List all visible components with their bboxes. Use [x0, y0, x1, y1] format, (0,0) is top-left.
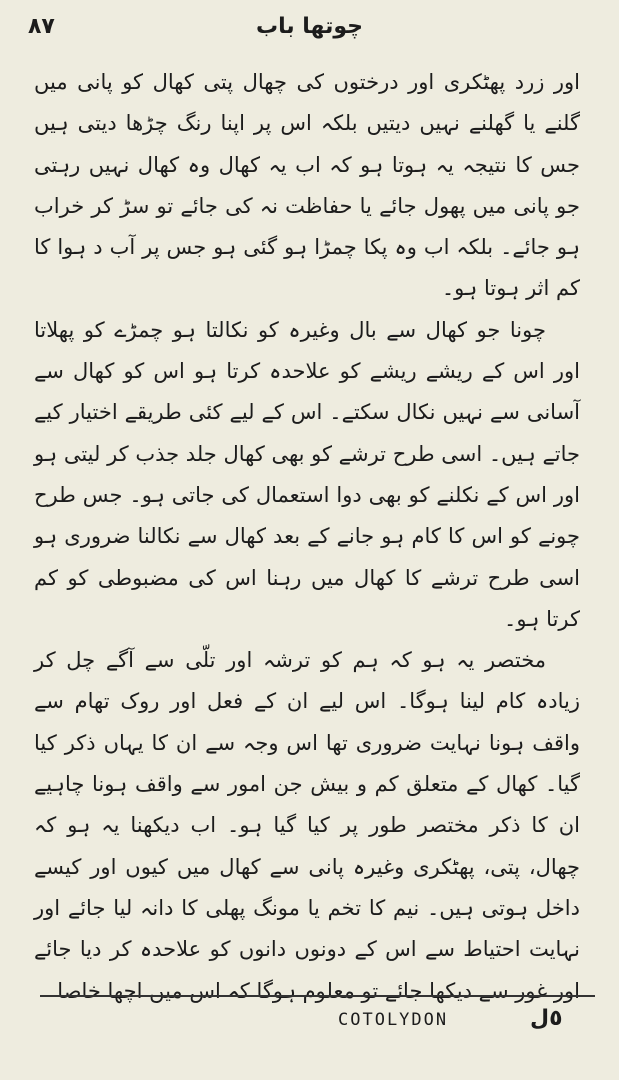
- footer-divider: [40, 995, 595, 997]
- chapter-title: چوتھا باب: [256, 14, 363, 39]
- page-number: ٨٧: [28, 14, 55, 39]
- paragraph-2: چونا جو کھال سے بال وغیرہ کو نکالتا ہو چمڑے کو پھلاتا اور اس کے ریشے ریشے کو علاحدہ کرتا ہو اس کو کھال سے آسانی سے نہیں نکال سکتے۔ اس کے لیے کئی طریقے اختیار کیے جاتے ہیں۔ اسی طرح ترشے کو بھی کھال جلد جذب کر لیتی ہو اور اس کے نکلنے کو بھی دوا استعمال کی جاتی ہو۔ جس طرح چونے کو اس کا کام ہو جانے کے بعد کھال سے نکالنا ضروری ہو اسی طرح ترشے کا کھال میں رہنا اس کی مضبوطی کو کم کرتا ہو۔: [34, 317, 580, 631]
- paragraph-3: مختصر یہ ہو کہ ہم کو ترشہ اور تلّی سے آگے چل کر زیادہ کام لینا ہوگا۔ اس لیے ان کے فعل اور روک تھام سے واقف ہونا نہایت ضروری تھا اس وجہ سے ان کا یہاں ذکر کیا گیا۔ کھال کے متعلق کم و بیش جن امور سے واقف ہونا چاہیے ان کا ذکر مختصر طور پر کیا گیا ہو۔ اب دیکھنا یہ ہو کہ چھال، پتی، پھٹکری وغیرہ پانی سے کھال میں کیوں اور کیسے داخل ہوتی ہیں۔ نیم کا تخم یا مونگ پھلی کا دانہ لیا جائے اور نہایت احتیاط سے اس کے دونوں دانوں کو علاحدہ کر دیا جائے اور غور سے دیکھا جائے تو معلوم ہوگا کہ اس میں اچھا خاصا: [34, 648, 580, 1003]
- paragraph-1: اور زرد پھٹکری اور درختوں کی چھال پتی کھال کو پانی میں گلنے یا گھلنے نہیں دیتیں بلکہ اس پر اپنا رنگ چڑھا دیتی ہیں جس کا نتیجہ یہ ہوتا ہو کہ اب یہ کھال وہ کھال نہیں رہتی جو پانی میں پھول جائے یا حفاظت نہ کی جائے تو سڑ کر خراب ہو جائے۔ بلکہ اب وہ پکا چمڑا ہو گئی ہو جس پر آب د ہوا کا کم اثر ہوتا ہو۔: [34, 70, 580, 301]
- footer-term: COTOLYDON: [338, 1010, 449, 1030]
- footer-signature: ٥ل: [530, 1006, 563, 1031]
- body-text: [34, 62, 580, 1012]
